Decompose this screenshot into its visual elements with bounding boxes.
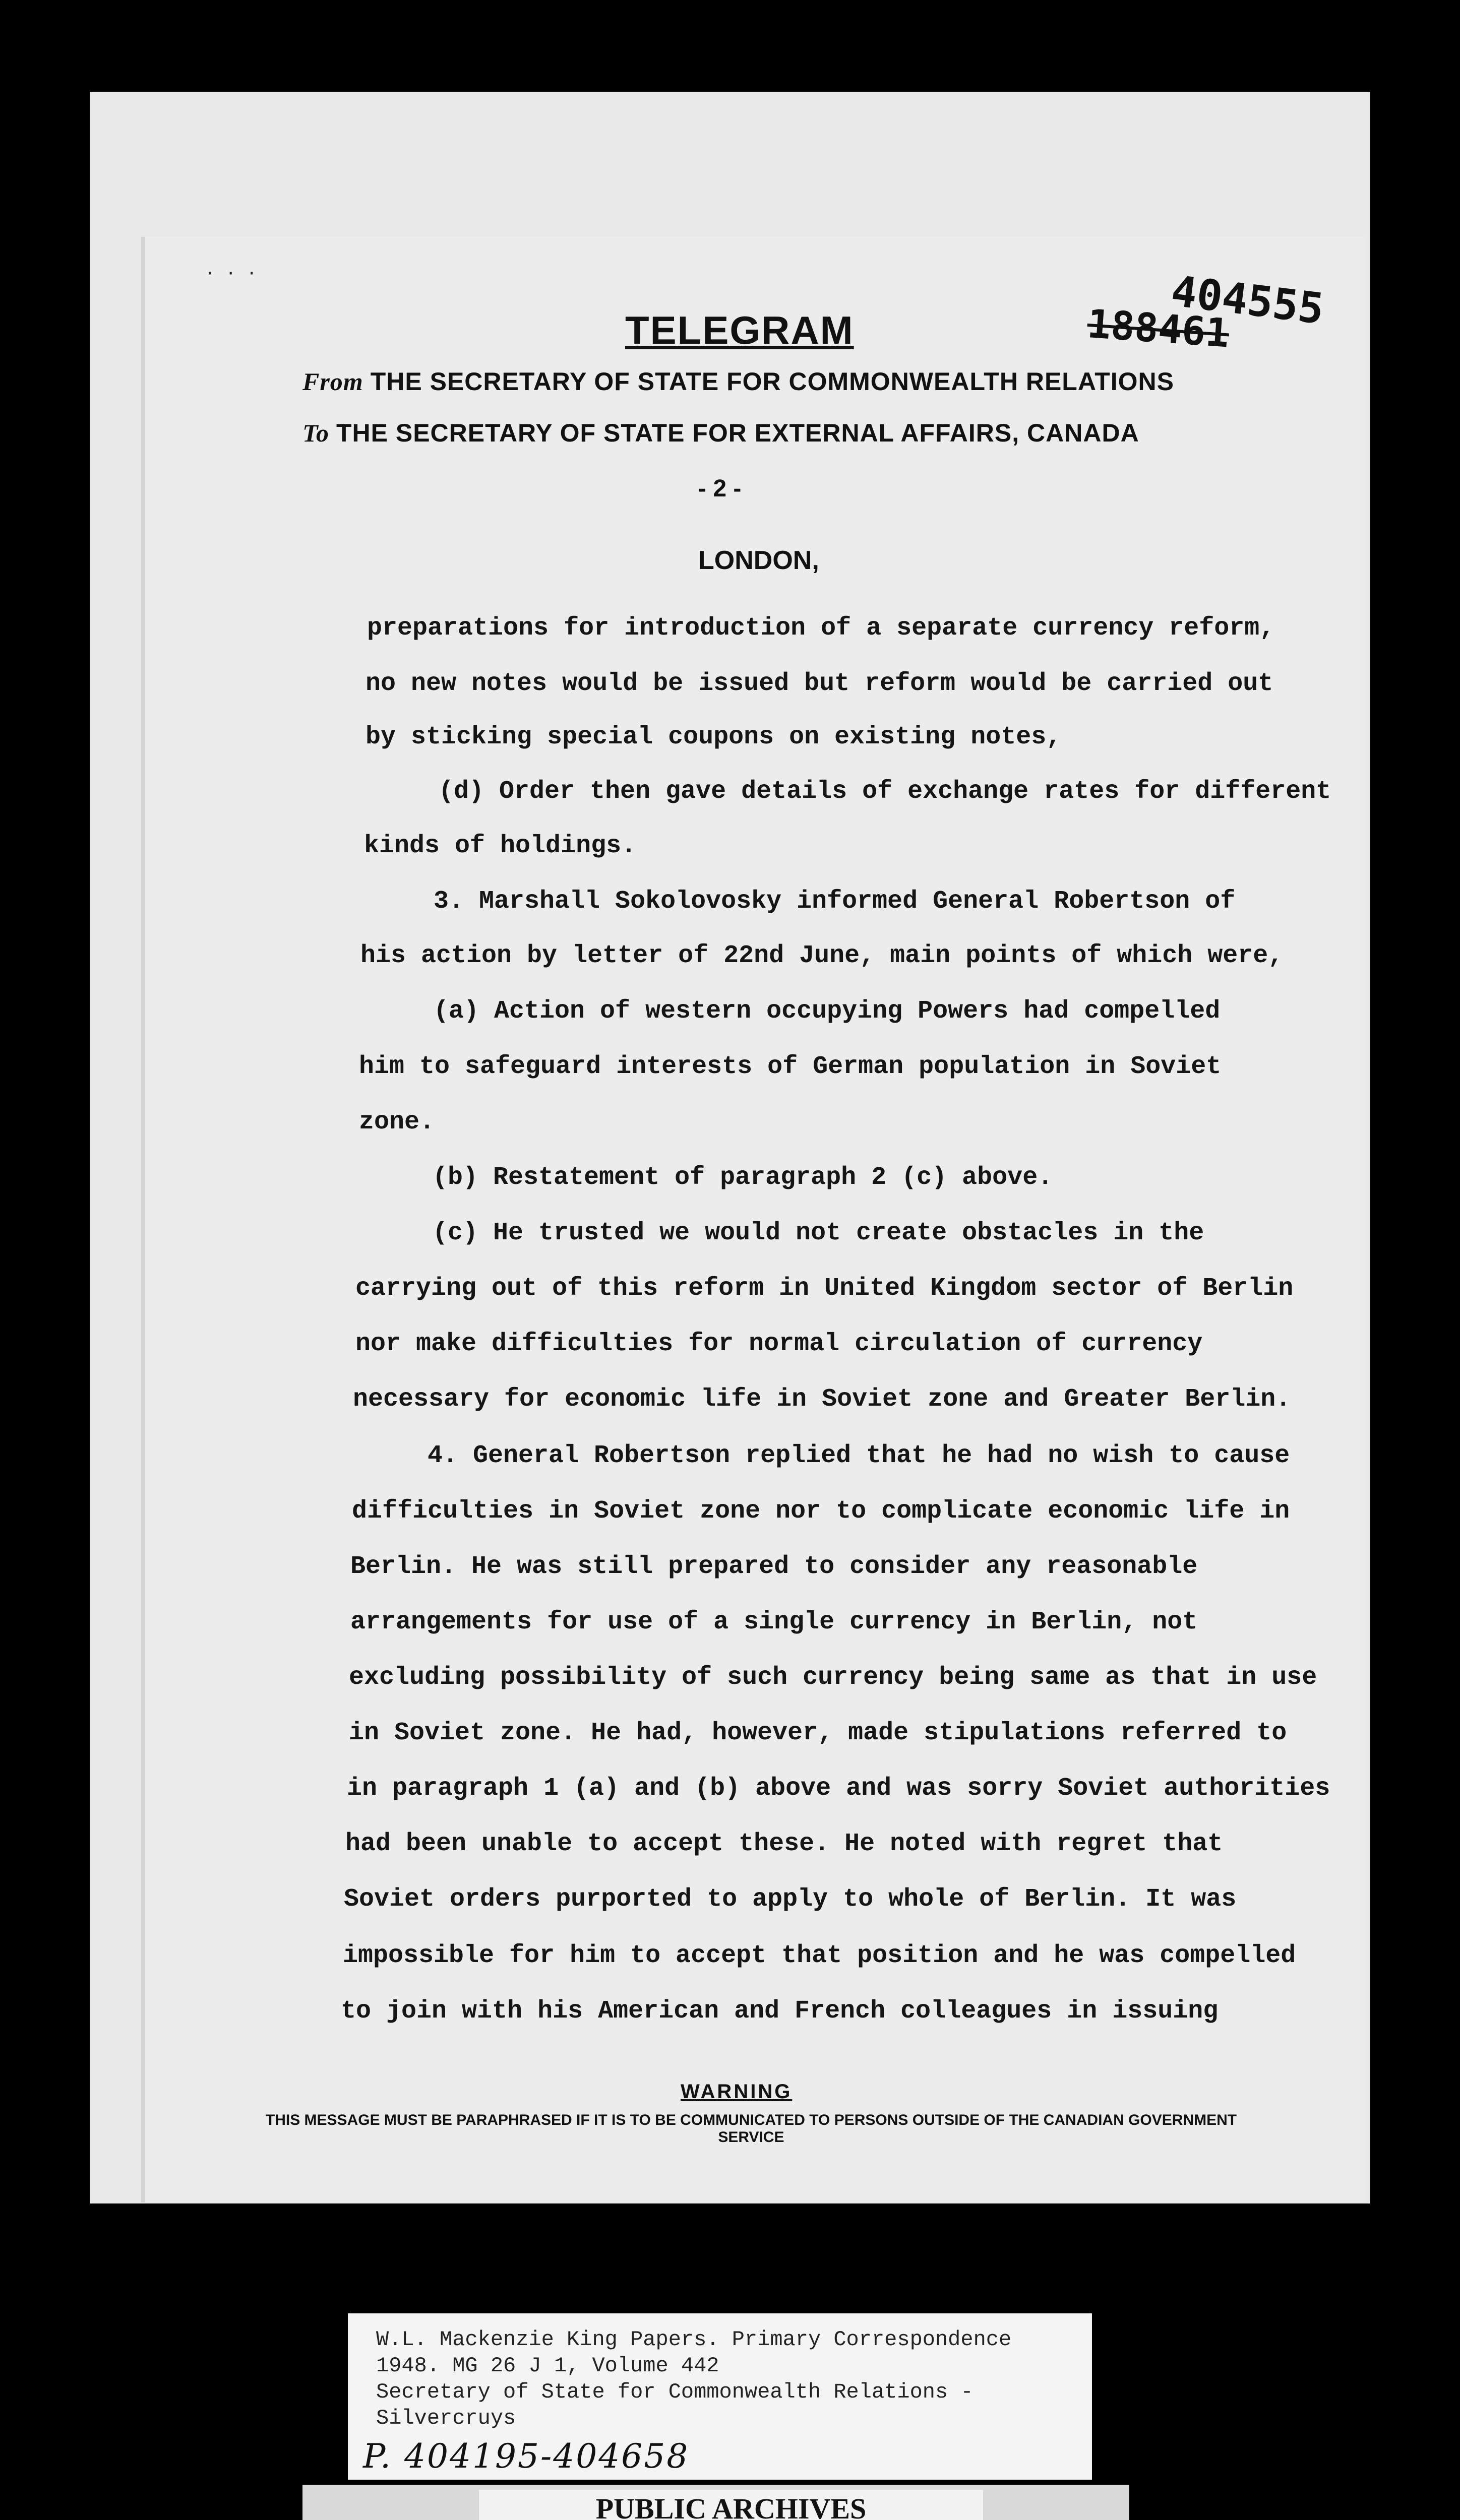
body-line: arrangements for use of a single currency in Berlin, not	[350, 1608, 1198, 1636]
to-line	[302, 418, 1139, 448]
body-line: impossible for him to accept that position and he was compelled	[343, 1941, 1296, 1970]
warning-title: WARNING	[681, 2081, 793, 2103]
document-number-stamp: 404555	[1169, 266, 1327, 334]
body-line: by sticking special coupons on existing notes,	[366, 723, 1062, 751]
label-line-collection: W.L. Mackenzie King Papers. Primary Correspondence	[376, 2327, 1012, 2352]
page-marker: - 2 -	[698, 475, 742, 502]
public-archives-stamp	[479, 2490, 983, 2520]
label-line-volume: 1948. MG 26 J 1, Volume 442	[376, 2354, 719, 2378]
telegram-title: TELEGRAM	[625, 308, 854, 352]
body-line: his action by letter of 22nd June, main points of which were,	[360, 941, 1284, 970]
body-line: (b) Restatement of paragraph 2 (c) above.	[433, 1163, 1053, 1192]
label-line-correspondent: Silvercruys	[376, 2406, 516, 2430]
body-line: (d) Order then gave details of exchange rates for different	[439, 777, 1331, 806]
body-line: to join with his American and French colleagues in issuing	[341, 1997, 1219, 2026]
body-line: no new notes would be issued but reform would be carried out	[366, 669, 1273, 698]
body-line: preparations for introduction of a separate currency reform,	[367, 614, 1275, 643]
body-line: had been unable to accept these. He noted with regret that	[345, 1830, 1223, 1858]
sender-city: LONDON,	[698, 546, 819, 575]
body-line: 4. General Robertson replied that he had no wish to cause	[428, 1441, 1290, 1470]
to-text: THE SECRETARY OF STATE FOR EXTERNAL AFFAIRS, CANADA	[336, 419, 1139, 447]
body-line: Soviet orders purported to apply to whole of Berlin. It was	[344, 1885, 1237, 1914]
body-line: kinds of holdings.	[364, 832, 637, 860]
archive-name-en: PUBLIC ARCHIVES	[595, 2492, 867, 2520]
warning-text: THIS MESSAGE MUST BE PARAPHRASED IF IT IS TO BE COMMUNICATED TO PERSONS OUTSIDE OF THE CANADIAN GOVERNMENT SERVICE	[265, 2112, 1237, 2146]
scan-speck-marks: · · ·	[207, 262, 259, 285]
handwritten-page-range: P. 404195-404658	[363, 2437, 690, 2476]
from-label: From	[302, 367, 363, 396]
to-label: To	[302, 419, 329, 447]
struck-document-number: 188461	[1085, 301, 1231, 357]
body-line: necessary for economic life in Soviet zone and Greater Berlin.	[353, 1385, 1291, 1414]
body-line: carrying out of this reform in United Kingdom sector of Berlin	[355, 1274, 1294, 1303]
body-line: nor make difficulties for normal circulation of currency	[355, 1330, 1203, 1358]
body-line: (a) Action of western occupying Powers had compelled	[434, 997, 1221, 1026]
body-line: in paragraph 1 (a) and (b) above and was sorry Soviet authorities	[347, 1774, 1330, 1803]
body-line: (c) He trusted we would not create obstacles in the	[433, 1219, 1204, 1247]
body-line: zone.	[359, 1108, 435, 1137]
body-line: excluding possibility of such currency being same as that in use	[349, 1663, 1317, 1692]
from-text: THE SECRETARY OF STATE FOR COMMONWEALTH RELATIONS	[370, 367, 1175, 396]
archive-reference-label	[348, 2313, 1092, 2480]
body-line: him to safeguard interests of German population in Soviet	[359, 1052, 1222, 1081]
from-line	[302, 367, 1174, 396]
body-line: Berlin. He was still prepared to consider any reasonable	[350, 1552, 1198, 1581]
label-line-subject: Secretary of State for Commonwealth Relations -	[376, 2380, 974, 2404]
body-line: difficulties in Soviet zone nor to complicate economic life in	[352, 1497, 1290, 1526]
body-line: in Soviet zone. He had, however, made stipulations referred to	[349, 1719, 1287, 1747]
body-line: 3. Marshall Sokolovosky informed General Robertson of	[434, 887, 1236, 916]
